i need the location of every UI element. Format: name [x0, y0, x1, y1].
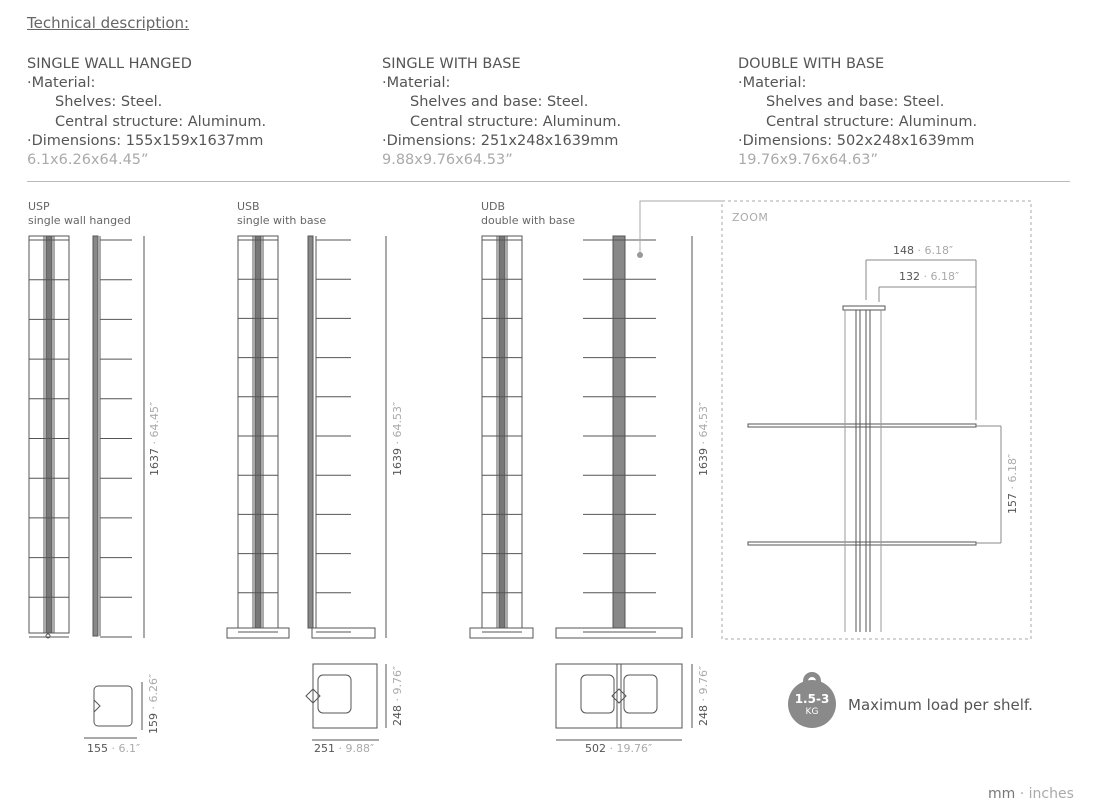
model-name: SINGLE WALL HANGED — [27, 56, 192, 72]
usp-front-view — [29, 236, 69, 638]
zoom-shelf-inner-dimension: 132 · 6.18″ — [899, 270, 960, 283]
usp-width-dimension: 155 · 6.1″ — [87, 742, 141, 755]
dimensions-mm: ·Dimensions: 155x159x1637mm — [27, 132, 264, 149]
drawing-code: UDB — [481, 200, 506, 213]
usp-plan-view — [84, 682, 142, 738]
udb-depth-dimension: 248 · 9.76″ — [697, 665, 710, 726]
udb-front-view — [470, 236, 533, 638]
material-label: ·Material: — [382, 75, 451, 92]
material-shelves: Shelves: Steel. — [55, 94, 163, 111]
material-label: ·Material: — [738, 75, 807, 92]
usp-side-view — [93, 236, 132, 637]
drawing-caption: double with base — [481, 214, 576, 227]
udb-side-view — [556, 236, 682, 638]
load-unit: KG — [805, 707, 819, 717]
load-badge-value — [788, 693, 836, 719]
usp-height-dimension: 1637 · 64.45″ — [148, 401, 161, 476]
material-label: ·Material: — [27, 75, 96, 92]
udb-height-dimension: 1639 · 64.53″ — [697, 401, 710, 476]
dimensions-mm: ·Dimensions: 251x248x1639mm — [382, 132, 619, 149]
units-legend: mm · inches — [988, 786, 1074, 802]
material-shelves: Shelves and base: Steel. — [410, 94, 589, 111]
material-shelves: Shelves and base: Steel. — [766, 94, 945, 111]
usb-plan-view — [306, 664, 386, 740]
page-title: Technical description: — [27, 14, 190, 32]
material-structure: Central structure: Aluminum. — [410, 113, 622, 130]
zoom-dimension-lines — [866, 260, 1001, 543]
zoom-spacing-dimension: 157 · 6.18″ — [1006, 453, 1019, 514]
drawing-caption: single with base — [237, 214, 327, 227]
udb-width-dimension: 502 · 19.76″ — [585, 742, 653, 755]
load-description: Maximum load per shelf. — [848, 696, 1033, 714]
zoom-label: ZOOM — [732, 211, 769, 224]
load-value: 1.5-3 — [794, 692, 830, 706]
usb-height-dimension: 1639 · 64.53″ — [391, 401, 404, 476]
zoom-shelf-outer-dimension: 148 · 6.18″ — [893, 244, 954, 257]
udb-plan-view — [556, 664, 692, 740]
drawing-code: USB — [237, 200, 260, 213]
model-name: DOUBLE WITH BASE — [738, 56, 885, 72]
material-structure: Central structure: Aluminum. — [766, 113, 978, 130]
drawing-code: USP — [28, 200, 50, 213]
dimensions-mm: ·Dimensions: 502x248x1639mm — [738, 132, 975, 149]
usb-side-view — [308, 236, 375, 638]
dimensions-inches: 6.1x6.26x64.45” — [27, 152, 149, 169]
dimensions-inches: 9.88x9.76x64.53” — [382, 152, 513, 169]
material-structure: Central structure: Aluminum. — [55, 113, 267, 130]
zoom-detail — [748, 306, 976, 632]
usb-width-dimension: 251 · 9.88″ — [314, 742, 375, 755]
model-name: SINGLE WITH BASE — [382, 56, 521, 72]
usp-depth-dimension: 159 · 6.26″ — [147, 673, 160, 734]
usb-front-view — [227, 236, 289, 638]
usb-depth-dimension: 248 · 9.76″ — [391, 665, 404, 726]
drawing-caption: single wall hanged — [28, 214, 131, 227]
dimensions-inches: 19.76x9.76x64.63” — [738, 152, 878, 169]
zoom-marker — [637, 252, 643, 258]
